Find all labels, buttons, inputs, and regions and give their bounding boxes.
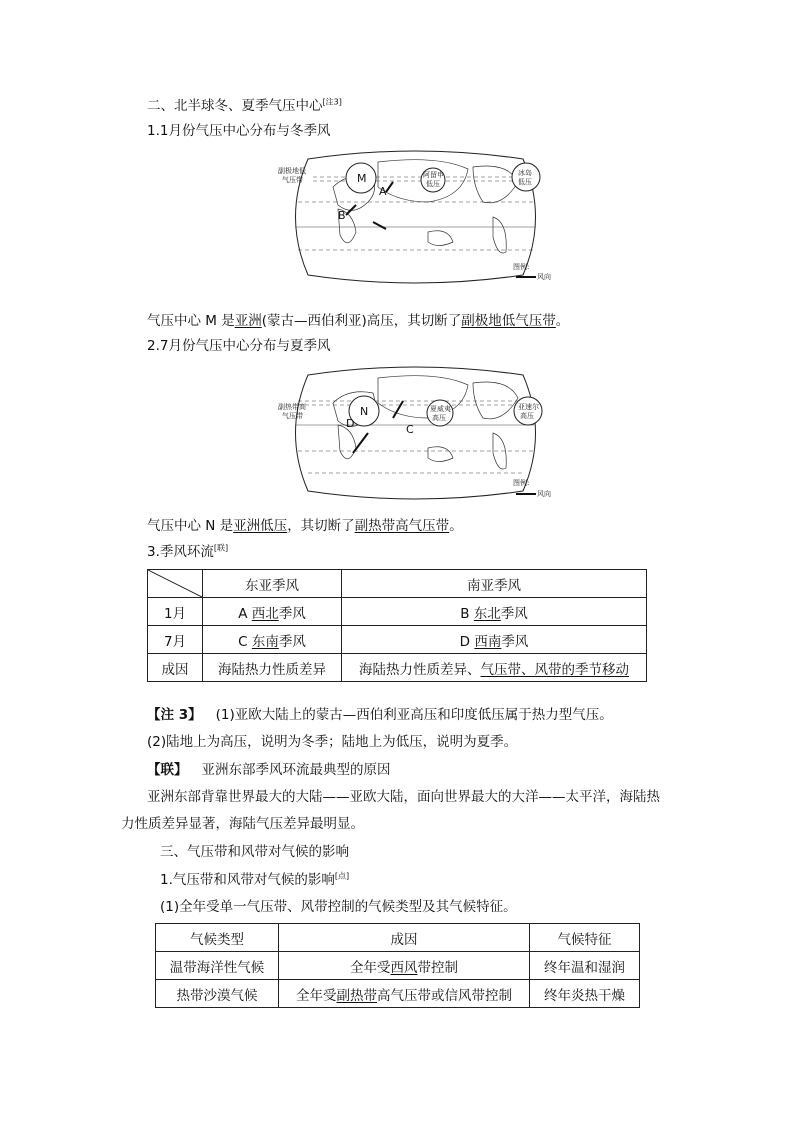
header-climate-type: 气候类型 xyxy=(156,924,279,952)
note3-line2: (2)陆地上为高压，说明为冬季；陆地上为低压，说明为夏季。 xyxy=(147,734,518,750)
header-east-asia: 东亚季风 xyxy=(203,570,342,598)
note3-line1: 【注 3】 (1)亚欧大陆上的蒙古—西伯利亚高压和印度低压属于热力型气压。 xyxy=(147,707,613,723)
link-line1: 亚洲东部背靠世界最大的大陆——亚欧大陆，面向世界最大的大洋——太平洋，海陆热 xyxy=(147,789,660,805)
jul-sentence: 气压中心 N 是亚洲低压，其切断了副热带高气压带。 xyxy=(147,518,463,534)
label-aleutian-1: 阿留申 xyxy=(423,171,444,179)
world-map-july xyxy=(278,363,553,503)
label-N: N xyxy=(360,405,369,418)
note-marker: [注3] xyxy=(322,97,342,107)
subheading-climate: 1.气压带和风带对气候的影响[点] xyxy=(160,871,350,888)
jan-sentence: 气压中心 M 是亚洲(蒙古—西伯利亚)高压，其切断了副极地低气压带。 xyxy=(147,313,570,329)
label-M: M xyxy=(357,172,367,185)
subheading-climate-1: (1)全年受单一气压带、风带控制的气候类型及其气候特征。 xyxy=(160,899,517,915)
label-subpolar-1: 副极地低 xyxy=(278,167,306,175)
table-row: 7月 C 东南季风 D 西南季风 xyxy=(148,626,647,654)
subheading-monsoon: 3.季风环流[联] xyxy=(147,543,229,560)
label-A: A xyxy=(379,185,387,198)
header-south-asia: 南亚季风 xyxy=(342,570,647,598)
legend-text: 风向 xyxy=(537,273,551,281)
label-subtropical-1: 副热带高 xyxy=(278,403,306,411)
label-aleutian-2: 低压 xyxy=(426,180,440,188)
legend-title: 图例: xyxy=(513,263,530,271)
label-subpolar-2: 气压带 xyxy=(282,176,303,184)
header-feature: 气候特征 xyxy=(530,924,640,952)
label-azores-2: 高压 xyxy=(520,412,534,420)
climate-table xyxy=(155,923,640,1008)
table-row: 温带海洋性气候 全年受西风带控制 终年温和湿润 xyxy=(156,952,640,980)
table-row: 成因 海陆热力性质差异 海陆热力性质差异、气压带、风带的季节移动 xyxy=(148,654,647,682)
label-subtropical-2: 气压带 xyxy=(282,412,303,420)
table-row: 热带沙漠气候 全年受副热带高气压带或信风带控制 终年炎热干燥 xyxy=(156,980,640,1008)
label-iceland-1: 冰岛 xyxy=(518,169,532,177)
label-D: D xyxy=(346,417,355,430)
label-azores-1: 亚速尔 xyxy=(518,403,539,411)
section-heading-3: 三、气压带和风带对气候的影响 xyxy=(160,844,349,860)
legend-text: 风向 xyxy=(537,490,551,498)
subheading-july: 2.7月份气压中心分布与夏季风 xyxy=(147,338,331,354)
label-iceland-2: 低压 xyxy=(518,178,532,186)
label-hawaii-1: 夏威夷 xyxy=(430,405,451,413)
link-line2: 力性质差异显著，海陆气压差异最明显。 xyxy=(121,816,364,832)
table-row: 1月 A 西北季风 B 东北季风 xyxy=(148,598,647,626)
monsoon-table xyxy=(147,569,647,682)
header-cause: 成因 xyxy=(279,924,530,952)
legend-title: 图例: xyxy=(513,479,530,487)
label-C: C xyxy=(406,423,414,436)
label-B: B xyxy=(338,209,346,222)
diagonal-header-cell xyxy=(148,570,203,598)
subheading-january: 1.1月份气压中心分布与冬季风 xyxy=(147,123,331,139)
world-map-january xyxy=(278,147,553,287)
label-hawaii-2: 高压 xyxy=(432,414,446,422)
link-title: 【联】 亚洲东部季风环流最典型的原因 xyxy=(147,762,391,778)
section-heading-2: 二、北半球冬、夏季气压中心[注3] xyxy=(147,97,342,114)
